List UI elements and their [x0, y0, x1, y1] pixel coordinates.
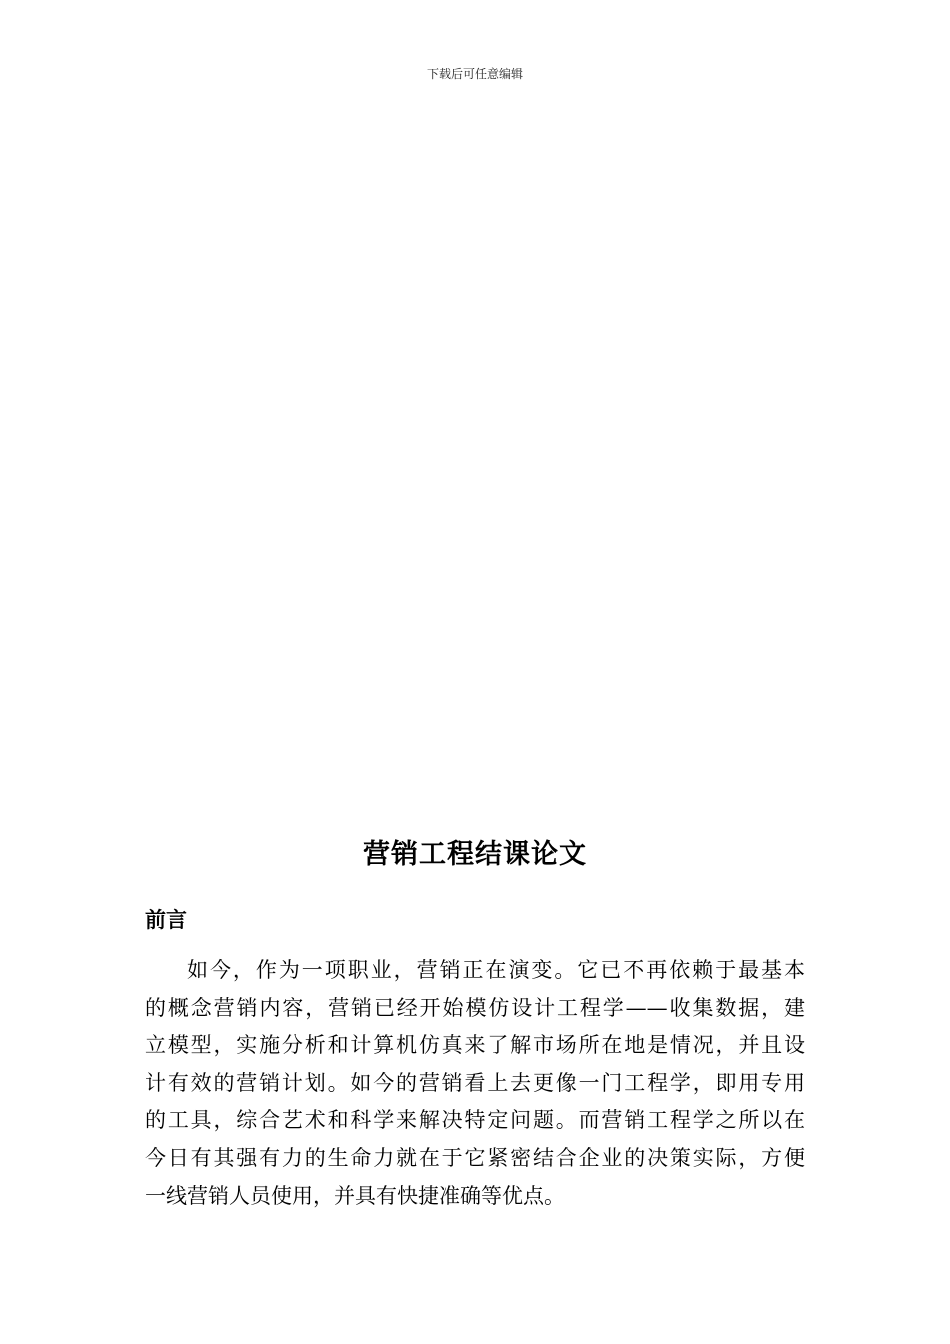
paragraph-line: 立模型，实施分析和计算机仿真来了解市场所在地是情况，并且设 — [145, 1033, 805, 1058]
paragraph-line: 今日有其强有力的生命力就在于它紧密结合企业的决策实际，方便 — [145, 1145, 805, 1170]
paragraph-line: 一线营销人员使用，并具有快捷准确等优点。 — [145, 1183, 565, 1208]
section-heading: 前言 — [145, 907, 187, 932]
paragraph-line: 的工具，综合艺术和科学来解决特定问题。而营销工程学之所以在 — [145, 1108, 805, 1133]
paragraph-line: 计有效的营销计划。如今的营销看上去更像一门工程学，即用专用 — [145, 1070, 805, 1095]
header-note: 下载后可任意编辑 — [426, 67, 523, 81]
document-title: 营销工程结课论文 — [363, 839, 587, 870]
paragraph-line: 的概念营销内容，营销已经开始模仿设计工程学——收集数据，建 — [145, 995, 805, 1020]
body-paragraph — [145, 952, 805, 1215]
paragraph-line: 如今，作为一项职业，营销正在演变。它已不再依赖于最基本 — [187, 958, 805, 982]
